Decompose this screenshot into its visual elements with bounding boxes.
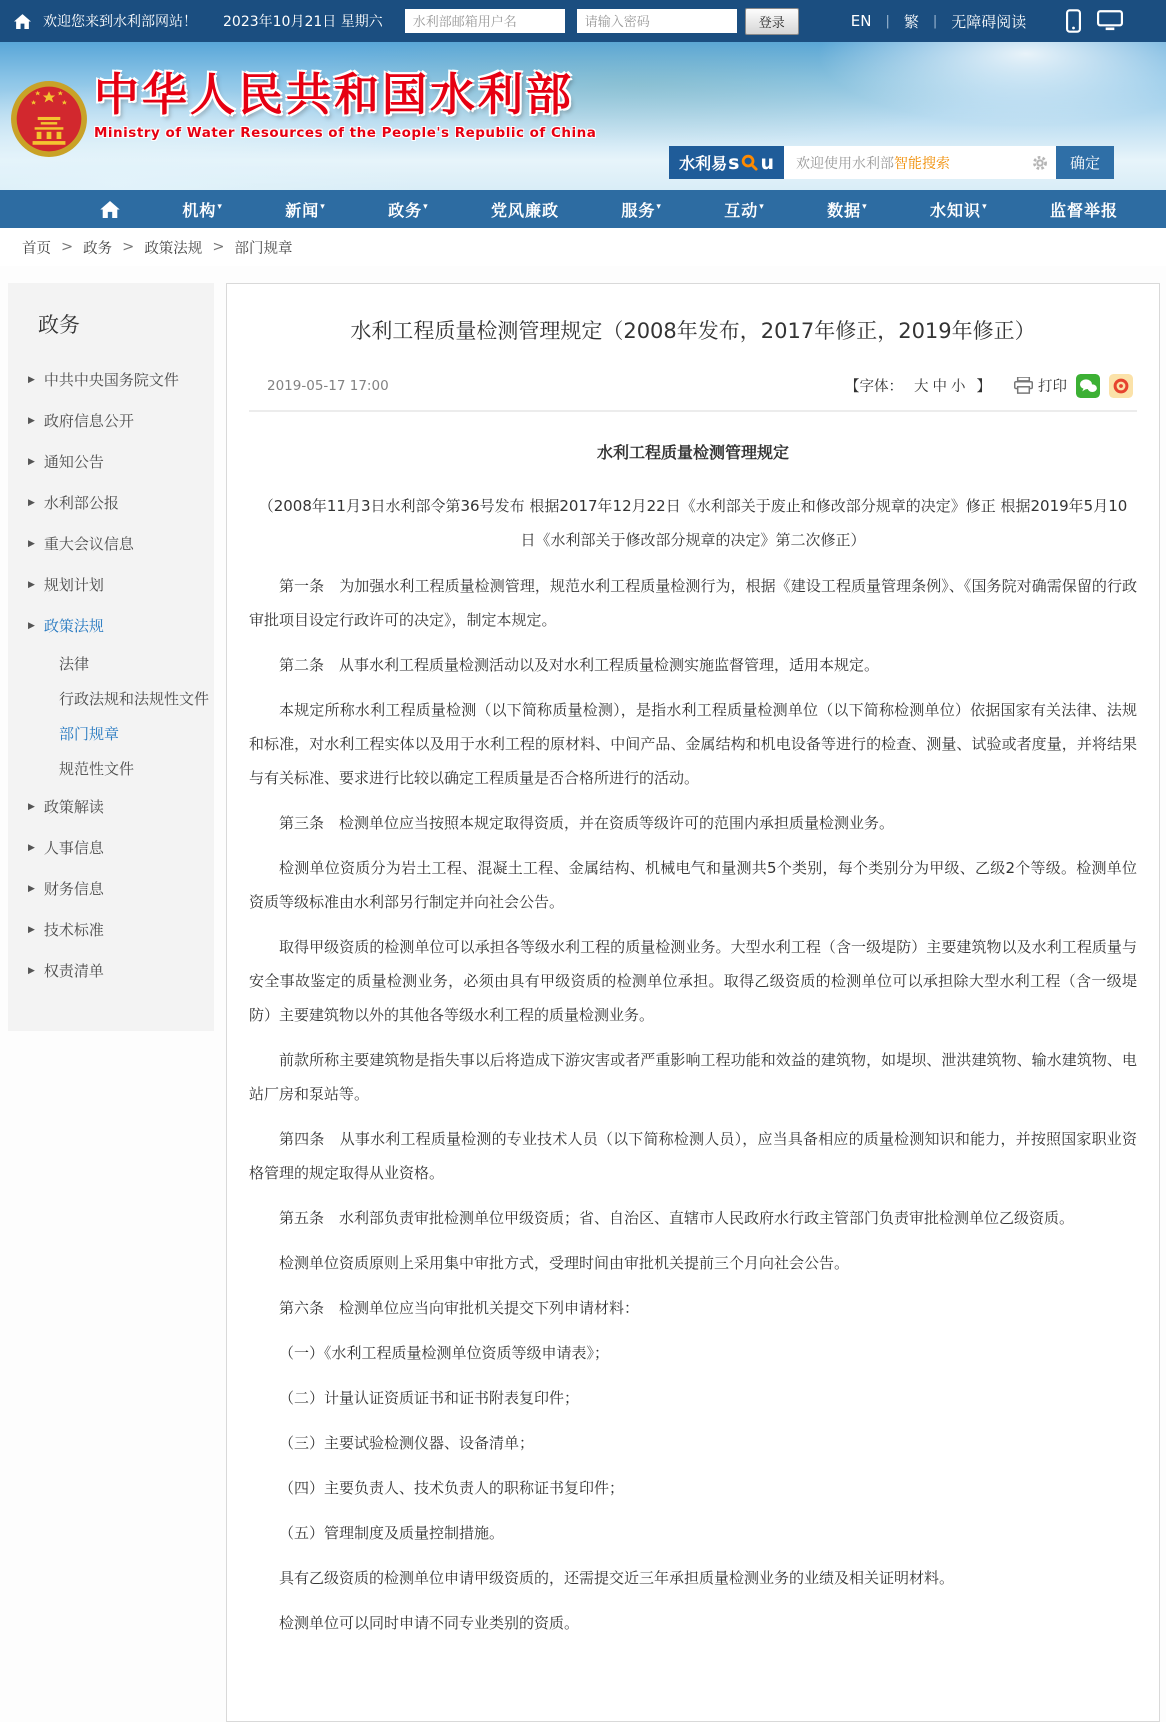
article-paragraph: 本规定所称水利工程质量检测（以下简称质量检测），是指水利工程质量检测单位（以下简称检测单位）依据国家有关法律、法规和标准，对水利工程实体以及用于水利工程的原材料、中间产品、金属结构和机电设备等进行的检查、测量、试验或者度量，并将结果与有关标准、要求进行比较以确定工程质量是否合格所进行的活动。 [249,700,1137,787]
main-nav [0,190,1166,228]
arrow-right-icon: ▶ [28,579,35,590]
article-paragraph: 检测单位资质原则上采用集中审批方式，受理时间由审批机关提前三个月向社会公告。 [279,1253,850,1272]
arrow-right-icon: ▶ [28,497,35,508]
lang-traditional-link[interactable]: 繁 [903,12,919,31]
nav-item[interactable]: 党风廉政 [491,200,560,220]
article-tools [845,374,1133,398]
arrow-right-icon: ▶ [28,456,35,467]
nav-item[interactable]: 服务▾ [621,200,662,220]
accessibility-link[interactable]: 无障碍阅读 [951,12,1027,31]
password-input[interactable] [577,9,737,33]
lang-en-link[interactable]: EN [850,12,872,30]
print-label: 打印 [1038,379,1067,395]
search-brand-text: 水利易 [679,154,728,173]
nav-item[interactable]: 机构▾ [182,200,223,220]
article-body [249,440,1137,1640]
breadcrumb-item[interactable]: 首页 [22,240,51,257]
article-paragraph: 检测单位资质分为岩土工程、混凝土工程、金属结构、机械电气和量测共5个类别，每个类别分为甲级、乙级2个等级。检测单位资质等级标准由水利部另行制定并向社会公告。 [249,858,1137,911]
document-paragraphs [249,569,1137,1640]
article-paragraph: 前款所称主要建筑物是指失事以后将造成下游灾害或者严重影响工程功能和效益的建筑物，如堤坝、泄洪建筑物、输水建筑物、电站厂房和泵站等。 [249,1050,1137,1103]
article-paragraph: 取得甲级资质的检测单位可以承担各等级水利工程的质量检测业务。大型水利工程（含一级堤防）主要建筑物以及水利工程质量与安全事故鉴定的质量检测业务，必须由具有甲级资质的检测单位承担。取得乙级资质的检测单位可以承担除大型水利工程（含一级堤防）主要建筑物以外的其他各等级水利工程的质量检测业务。 [249,937,1137,1024]
breadcrumb-separator: > [212,239,225,255]
sidebar-item-label: 财务信息 [43,880,104,898]
sidebar-item[interactable] [14,868,214,909]
nav-home-icon[interactable] [100,201,120,218]
sidebar-item-label: 政策解读 [43,798,104,816]
arrow-right-icon: ▶ [28,801,35,812]
wechat-share-icon[interactable] [1076,374,1100,398]
sidebar-item[interactable] [45,716,214,751]
sidebar-item-label: 权责清单 [43,962,104,980]
sidebar-item-label: 中共中央国务院文件 [43,371,179,389]
search-placeholder: 欢迎使用水利部 [796,155,894,172]
article-panel [226,283,1160,1722]
search-brand [669,146,784,179]
sidebar-item[interactable] [14,359,214,400]
monitor-icon[interactable] [1097,10,1123,32]
sidebar-item[interactable] [14,950,214,991]
chevron-down-icon: ▾ [862,202,868,213]
sidebar-item-label: 法律 [59,655,90,673]
site-search-input[interactable] [784,146,1056,179]
sidebar-item[interactable] [45,681,214,716]
publish-date: 2019-05-17 17:00 [267,377,389,394]
article-paragraph: 第六条 检测单位应当向审批机关提交下列申请材料： [279,1298,640,1317]
sidebar-item[interactable] [14,564,214,605]
site-header [0,42,1166,190]
language-switcher [851,11,1027,32]
sidebar-item-label: 政府信息公开 [43,412,134,430]
font-size-option[interactable]: 大 [914,379,929,395]
article-paragraph: 第二条 从事水利工程质量检测活动以及对水利工程质量检测实施监督管理，适用本规定。 [279,655,880,674]
sidebar-item-label: 通知公告 [43,453,104,471]
welcome-text: 欢迎您来到水利部网站！ [43,14,197,30]
arrow-right-icon: ▶ [28,620,35,631]
current-date: 2023年10月21日 星期六 [223,14,383,30]
search-placeholder-highlight: 智能搜索 [894,155,950,172]
site-title: 中华人民共和国水利部 [94,68,575,121]
sidebar-item[interactable] [14,441,214,482]
page-title: 水利工程质量检测管理规定（2008年发布，2017年修正，2019年修正） [350,319,1036,343]
article-paragraph: 第五条 水利部负责审批检测单位甲级资质；省、自治区、直辖市人民政府水行政主管部门负责审批检测单位乙级资质。 [279,1208,1075,1227]
article-paragraph: 第一条 为加强水利工程质量检测管理，规范水利工程质量检测行为，根据《建设工程质量管理条例》、《国务院对确需保留的行政审批项目设定行政许可的决定》，制定本规定。 [249,576,1137,629]
chevron-down-icon: ▾ [320,202,326,213]
breadcrumb-separator: > [122,239,135,255]
sidebar-item-label: 规范性文件 [59,760,135,778]
printer-icon [1014,377,1033,394]
chevron-down-icon: ▾ [759,202,765,213]
sidebar-menu [8,359,214,991]
magnifier-icon [741,154,758,171]
article-paragraph: 具有乙级资质的检测单位申请甲级资质的，还需提交近三年承担质量检测业务的业绩及相关证明材料。 [279,1568,955,1587]
sidebar-item-label: 技术标准 [43,921,104,939]
home-icon[interactable] [14,14,31,29]
chevron-down-icon: ▾ [656,202,662,213]
sidebar-item[interactable] [14,482,214,523]
mobile-icon[interactable] [1066,9,1081,33]
arrow-right-icon: ▶ [28,842,35,853]
article-paragraph: （五）管理制度及质量控制措施。 [279,1523,505,1542]
search-submit-button[interactable]: 确定 [1056,146,1114,179]
sidebar-item-label: 水利部公报 [43,494,119,512]
breadcrumb-item[interactable]: 政策法规 [144,240,203,257]
arrow-right-icon: ▶ [28,883,35,894]
top-utility-bar [0,0,1166,42]
sidebar-item-label: 行政法规和法规性文件 [59,690,210,708]
divider: | [885,13,890,29]
arrow-right-icon: ▶ [28,924,35,935]
sidebar-item[interactable] [14,400,214,441]
sidebar-item-label: 政策法规 [43,617,104,635]
nav-item[interactable]: 监督举报 [1049,200,1118,220]
article-paragraph: 检测单位可以同时申请不同专业类别的资质。 [279,1613,580,1632]
nav-item[interactable]: 新闻▾ [285,200,326,220]
mailbox-username-input[interactable] [405,9,565,33]
nav-item[interactable]: 水知识▾ [930,200,988,220]
article-paragraph: （二）计量认证资质证书和证书附表复印件； [279,1388,580,1407]
nav-item[interactable]: 政务▾ [388,200,429,220]
font-size-label-open: 【字体： [845,379,903,395]
sidebar-item[interactable] [14,909,214,950]
sidebar-title: 政务 [38,313,80,337]
article-paragraph: 第三条 检测单位应当按照本规定取得资质，并在资质等级许可的范围内承担质量检测业务。 [279,813,895,832]
login-button[interactable]: 登录 [745,8,799,35]
sidebar-item[interactable] [45,646,214,681]
sidebar [8,283,214,1031]
breadcrumb-item[interactable]: 政务 [83,240,113,257]
document-intro: （2008年11月3日水利部令第36号发布 根据2017年12月22日《水利部关于废止和修改部分规章的决定》修正 根据2019年5月10日《水利部关于修改部分规章的决定》第二次修正） [258,496,1128,549]
font-size-label-close: 】 [976,379,991,395]
sidebar-item[interactable] [45,751,214,786]
chevron-down-icon: ▾ [982,202,988,213]
sidebar-item[interactable] [14,605,214,646]
arrow-right-icon: ▶ [28,415,35,426]
nav-item[interactable]: 数据▾ [827,200,868,220]
article-paragraph: （四）主要负责人、技术负责人的职称证书复印件； [279,1478,625,1497]
arrow-right-icon: ▶ [28,374,35,385]
article-meta [249,374,1137,412]
article-paragraph: （三）主要试验检测仪器、设备清单； [279,1433,535,1452]
arrow-right-icon: ▶ [28,965,35,976]
article-paragraph: 第四条 从事水利工程质量检测的专业技术人员（以下简称检测人员），应当具备相应的质量检测知识和能力，并按照国家职业资格管理的规定取得从业资格。 [249,1129,1137,1182]
search-settings-gear-icon[interactable] [1032,155,1048,171]
font-size-option[interactable]: 中 [932,379,947,395]
print-button[interactable] [1014,375,1067,396]
site-subtitle-en: Ministry of Water Resources of the People's Republic of China [94,125,597,141]
breadcrumb [0,228,1166,266]
sidebar-item[interactable] [14,523,214,564]
sidebar-item[interactable] [14,827,214,868]
national-emblem-logo [10,80,88,158]
font-size-options [912,375,968,396]
font-size-option[interactable]: 小 [951,379,966,395]
main-area [0,266,1166,1722]
search-brand-s: s [728,151,740,174]
chevron-down-icon: ▾ [423,202,429,213]
sidebar-item-label: 重大会议信息 [43,535,134,553]
article-paragraph: （一）《水利工程质量检测单位资质等级申请表》； [279,1343,610,1362]
nav-item[interactable]: 互动▾ [724,200,765,220]
document-title: 水利工程质量检测管理规定 [596,442,789,462]
arrow-right-icon: ▶ [28,538,35,549]
device-links [1066,9,1115,33]
site-identity [94,68,596,141]
divider: | [932,13,938,29]
site-search [669,146,1114,179]
breadcrumb-item[interactable]: 部门规章 [234,240,293,257]
sidebar-item-label: 规划计划 [43,576,104,594]
chevron-down-icon: ▾ [217,202,223,213]
search-brand-u: u [760,151,774,174]
sidebar-item-label: 人事信息 [43,839,104,857]
sidebar-item[interactable] [14,786,214,827]
sidebar-item-label: 部门规章 [59,725,120,743]
weibo-share-icon[interactable] [1109,374,1133,398]
breadcrumb-separator: > [61,239,74,255]
